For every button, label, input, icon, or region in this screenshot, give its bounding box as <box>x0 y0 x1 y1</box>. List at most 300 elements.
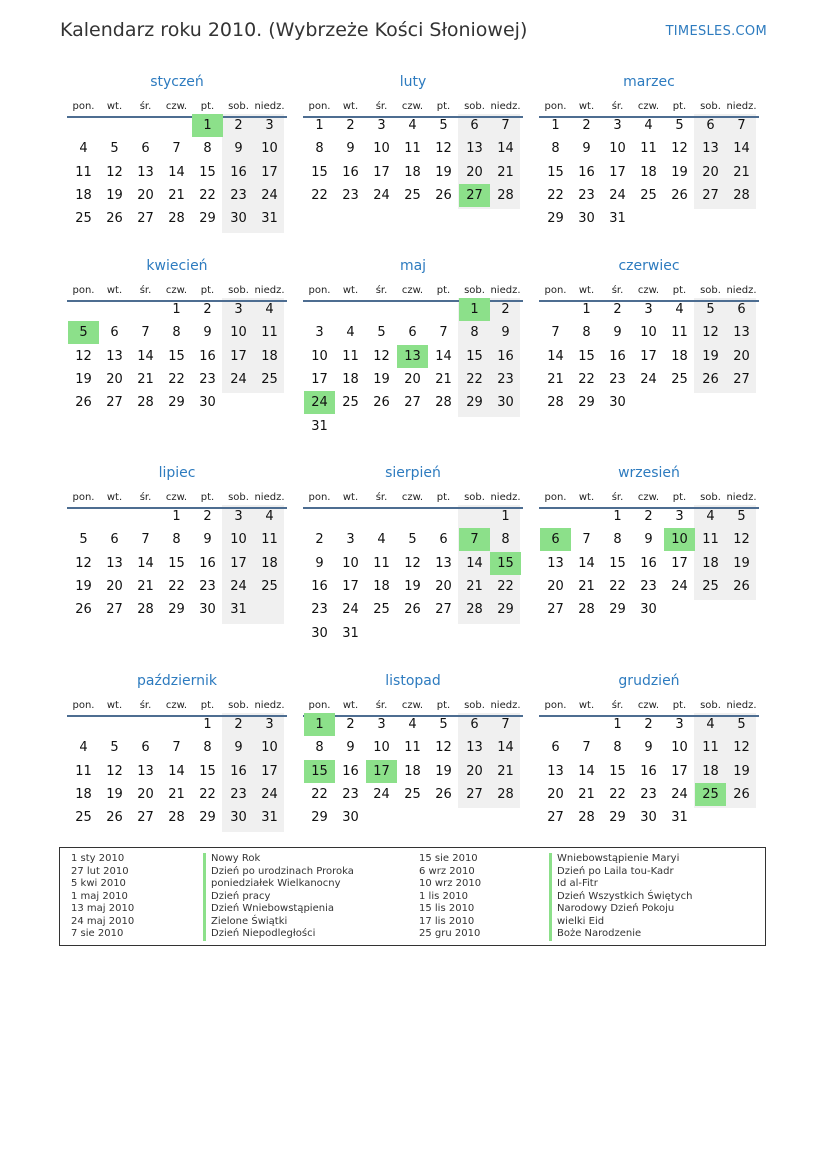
day-cell[interactable]: 21 <box>578 578 595 594</box>
day-cell[interactable]: 16 <box>342 164 359 180</box>
day-cell[interactable]: 22 <box>168 371 185 387</box>
day-cell[interactable]: 9 <box>315 555 324 571</box>
day-cell[interactable]: 23 <box>199 371 216 387</box>
day-cell[interactable]: 16 <box>199 348 216 364</box>
day-cell[interactable]: 2 <box>644 509 653 524</box>
holiday-day-cell[interactable]: 10 <box>664 528 695 551</box>
day-cell[interactable]: 28 <box>578 810 595 826</box>
day-cell[interactable]: 19 <box>435 164 452 180</box>
day-cell[interactable]: 12 <box>106 164 123 180</box>
day-cell[interactable]: 3 <box>675 509 684 524</box>
day-cell[interactable]: 27 <box>106 395 123 411</box>
day-cell[interactable]: 4 <box>408 717 417 732</box>
day-cell[interactable]: 26 <box>373 395 390 411</box>
day-cell[interactable]: 8 <box>470 325 479 341</box>
day-cell[interactable]: 22 <box>311 786 328 802</box>
day-cell[interactable]: 28 <box>578 602 595 618</box>
day-cell[interactable]: 4 <box>706 717 715 732</box>
day-cell[interactable]: 10 <box>342 555 359 571</box>
day-cell[interactable]: 22 <box>609 786 626 802</box>
day-cell[interactable]: 23 <box>342 786 359 802</box>
day-cell[interactable]: 14 <box>466 555 483 571</box>
day-cell[interactable]: 14 <box>168 763 185 779</box>
day-cell[interactable]: 20 <box>466 164 483 180</box>
day-cell[interactable]: 25 <box>75 211 92 227</box>
day-cell[interactable]: 3 <box>377 717 386 732</box>
day-cell[interactable]: 29 <box>609 810 626 826</box>
day-cell[interactable]: 13 <box>547 555 564 571</box>
day-cell[interactable]: 2 <box>346 717 355 732</box>
day-cell[interactable]: 19 <box>702 348 719 364</box>
day-cell[interactable]: 2 <box>203 509 212 524</box>
day-cell[interactable]: 22 <box>199 187 216 203</box>
day-cell[interactable]: 8 <box>613 740 622 756</box>
holiday-day-cell[interactable]: 15 <box>490 552 521 575</box>
brand-link[interactable]: TIMESLES.COM <box>665 24 767 39</box>
day-cell[interactable]: 17 <box>342 578 359 594</box>
day-cell[interactable]: 18 <box>671 348 688 364</box>
day-cell[interactable]: 9 <box>203 532 212 548</box>
day-cell[interactable]: 31 <box>261 810 278 826</box>
day-cell[interactable]: 24 <box>373 187 390 203</box>
day-cell[interactable]: 18 <box>342 371 359 387</box>
day-cell[interactable]: 21 <box>578 786 595 802</box>
day-cell[interactable]: 6 <box>141 141 150 157</box>
day-cell[interactable]: 25 <box>373 602 390 618</box>
day-cell[interactable]: 25 <box>404 786 421 802</box>
day-cell[interactable]: 19 <box>106 187 123 203</box>
day-cell[interactable]: 28 <box>168 211 185 227</box>
day-cell[interactable]: 26 <box>75 602 92 618</box>
day-cell[interactable]: 14 <box>497 141 514 157</box>
day-cell[interactable]: 18 <box>373 578 390 594</box>
day-cell[interactable]: 28 <box>137 602 154 618</box>
day-cell[interactable]: 12 <box>75 555 92 571</box>
day-cell[interactable]: 7 <box>501 118 510 133</box>
day-cell[interactable]: 27 <box>435 602 452 618</box>
day-cell[interactable]: 11 <box>75 763 92 779</box>
day-cell[interactable]: 21 <box>497 763 514 779</box>
holiday-day-cell[interactable]: 27 <box>459 184 490 207</box>
day-cell[interactable]: 25 <box>702 578 719 594</box>
day-cell[interactable]: 10 <box>230 532 247 548</box>
day-cell[interactable]: 27 <box>137 211 154 227</box>
day-cell[interactable]: 19 <box>733 763 750 779</box>
day-cell[interactable]: 16 <box>609 348 626 364</box>
day-cell[interactable]: 12 <box>435 740 452 756</box>
day-cell[interactable]: 7 <box>172 141 181 157</box>
day-cell[interactable]: 21 <box>137 578 154 594</box>
day-cell[interactable]: 13 <box>435 555 452 571</box>
day-cell[interactable]: 30 <box>230 810 247 826</box>
holiday-day-cell[interactable]: 25 <box>695 783 726 806</box>
day-cell[interactable]: 12 <box>671 141 688 157</box>
day-cell[interactable]: 20 <box>404 371 421 387</box>
day-cell[interactable]: 15 <box>168 348 185 364</box>
day-cell[interactable]: 9 <box>346 141 355 157</box>
day-cell[interactable]: 25 <box>261 371 278 387</box>
day-cell[interactable]: 20 <box>547 786 564 802</box>
day-cell[interactable]: 22 <box>578 371 595 387</box>
day-cell[interactable]: 15 <box>199 763 216 779</box>
day-cell[interactable]: 3 <box>346 532 355 548</box>
day-cell[interactable]: 12 <box>733 532 750 548</box>
day-cell[interactable]: 3 <box>234 509 243 524</box>
day-cell[interactable]: 16 <box>342 763 359 779</box>
day-cell[interactable]: 16 <box>640 763 657 779</box>
day-cell[interactable]: 12 <box>733 740 750 756</box>
day-cell[interactable]: 25 <box>75 810 92 826</box>
day-cell[interactable]: 11 <box>404 141 421 157</box>
day-cell[interactable]: 30 <box>640 810 657 826</box>
day-cell[interactable]: 27 <box>547 810 564 826</box>
day-cell[interactable]: 27 <box>733 371 750 387</box>
day-cell[interactable]: 17 <box>640 348 657 364</box>
day-cell[interactable]: 12 <box>435 141 452 157</box>
day-cell[interactable]: 17 <box>311 371 328 387</box>
day-cell[interactable]: 7 <box>737 118 746 133</box>
day-cell[interactable]: 25 <box>261 578 278 594</box>
day-cell[interactable]: 2 <box>613 302 622 317</box>
day-cell[interactable]: 14 <box>733 141 750 157</box>
day-cell[interactable]: 18 <box>404 164 421 180</box>
day-cell[interactable]: 11 <box>75 164 92 180</box>
day-cell[interactable]: 23 <box>230 786 247 802</box>
day-cell[interactable]: 29 <box>466 395 483 411</box>
day-cell[interactable]: 25 <box>671 371 688 387</box>
day-cell[interactable]: 16 <box>230 763 247 779</box>
day-cell[interactable]: 18 <box>702 763 719 779</box>
day-cell[interactable]: 22 <box>466 371 483 387</box>
day-cell[interactable]: 31 <box>609 211 626 227</box>
day-cell[interactable]: 3 <box>265 717 274 732</box>
day-cell[interactable]: 14 <box>547 348 564 364</box>
day-cell[interactable]: 8 <box>582 325 591 341</box>
day-cell[interactable]: 24 <box>261 187 278 203</box>
day-cell[interactable]: 2 <box>501 302 510 317</box>
day-cell[interactable]: 10 <box>261 141 278 157</box>
day-cell[interactable]: 8 <box>613 532 622 548</box>
day-cell[interactable]: 4 <box>265 302 274 317</box>
day-cell[interactable]: 11 <box>702 740 719 756</box>
day-cell[interactable]: 5 <box>439 118 448 133</box>
day-cell[interactable]: 17 <box>230 348 247 364</box>
holiday-day-cell[interactable]: 15 <box>304 760 335 783</box>
day-cell[interactable]: 20 <box>733 348 750 364</box>
day-cell[interactable]: 3 <box>613 118 622 133</box>
day-cell[interactable]: 15 <box>547 164 564 180</box>
day-cell[interactable]: 21 <box>466 578 483 594</box>
day-cell[interactable]: 2 <box>582 118 591 133</box>
day-cell[interactable]: 26 <box>435 187 452 203</box>
day-cell[interactable]: 12 <box>404 555 421 571</box>
day-cell[interactable]: 20 <box>106 578 123 594</box>
day-cell[interactable]: 7 <box>551 325 560 341</box>
day-cell[interactable]: 16 <box>497 348 514 364</box>
day-cell[interactable]: 23 <box>640 786 657 802</box>
day-cell[interactable]: 2 <box>234 717 243 732</box>
day-cell[interactable]: 24 <box>671 786 688 802</box>
day-cell[interactable]: 27 <box>702 187 719 203</box>
day-cell[interactable]: 25 <box>640 187 657 203</box>
holiday-day-cell[interactable]: 5 <box>68 321 99 344</box>
day-cell[interactable]: 7 <box>582 740 591 756</box>
day-cell[interactable]: 11 <box>373 555 390 571</box>
day-cell[interactable]: 1 <box>582 302 591 317</box>
day-cell[interactable]: 31 <box>671 810 688 826</box>
day-cell[interactable]: 29 <box>497 602 514 618</box>
day-cell[interactable]: 6 <box>408 325 417 341</box>
day-cell[interactable]: 5 <box>737 717 746 732</box>
day-cell[interactable]: 26 <box>435 786 452 802</box>
day-cell[interactable]: 24 <box>640 371 657 387</box>
day-cell[interactable]: 1 <box>613 509 622 524</box>
day-cell[interactable]: 22 <box>547 187 564 203</box>
day-cell[interactable]: 28 <box>497 786 514 802</box>
day-cell[interactable]: 18 <box>404 763 421 779</box>
day-cell[interactable]: 22 <box>168 578 185 594</box>
day-cell[interactable]: 7 <box>141 532 150 548</box>
day-cell[interactable]: 27 <box>106 602 123 618</box>
day-cell[interactable]: 4 <box>79 740 88 756</box>
day-cell[interactable]: 10 <box>373 740 390 756</box>
day-cell[interactable]: 17 <box>373 164 390 180</box>
day-cell[interactable]: 23 <box>609 371 626 387</box>
day-cell[interactable]: 10 <box>230 325 247 341</box>
day-cell[interactable]: 29 <box>199 211 216 227</box>
day-cell[interactable]: 1 <box>203 717 212 732</box>
day-cell[interactable]: 6 <box>470 118 479 133</box>
day-cell[interactable]: 9 <box>234 740 243 756</box>
day-cell[interactable]: 21 <box>168 786 185 802</box>
day-cell[interactable]: 24 <box>342 602 359 618</box>
day-cell[interactable]: 6 <box>141 740 150 756</box>
day-cell[interactable]: 12 <box>373 348 390 364</box>
day-cell[interactable]: 10 <box>373 141 390 157</box>
day-cell[interactable]: 25 <box>342 395 359 411</box>
day-cell[interactable]: 26 <box>671 187 688 203</box>
day-cell[interactable]: 2 <box>644 717 653 732</box>
day-cell[interactable]: 13 <box>702 141 719 157</box>
day-cell[interactable]: 20 <box>547 578 564 594</box>
day-cell[interactable]: 9 <box>234 141 243 157</box>
day-cell[interactable]: 11 <box>404 740 421 756</box>
day-cell[interactable]: 5 <box>79 532 88 548</box>
day-cell[interactable]: 13 <box>106 555 123 571</box>
day-cell[interactable]: 14 <box>578 763 595 779</box>
day-cell[interactable]: 13 <box>106 348 123 364</box>
day-cell[interactable]: 8 <box>203 141 212 157</box>
day-cell[interactable]: 3 <box>234 302 243 317</box>
day-cell[interactable]: 10 <box>640 325 657 341</box>
day-cell[interactable]: 3 <box>644 302 653 317</box>
day-cell[interactable]: 11 <box>671 325 688 341</box>
day-cell[interactable]: 14 <box>435 348 452 364</box>
day-cell[interactable]: 31 <box>230 602 247 618</box>
day-cell[interactable]: 29 <box>547 211 564 227</box>
day-cell[interactable]: 9 <box>613 325 622 341</box>
holiday-day-cell[interactable]: 13 <box>397 345 428 368</box>
day-cell[interactable]: 13 <box>137 164 154 180</box>
holiday-day-cell[interactable]: 17 <box>366 760 397 783</box>
day-cell[interactable]: 8 <box>172 325 181 341</box>
day-cell[interactable]: 3 <box>315 325 324 341</box>
day-cell[interactable]: 24 <box>230 371 247 387</box>
holiday-day-cell[interactable]: 24 <box>304 391 335 414</box>
day-cell[interactable]: 23 <box>497 371 514 387</box>
day-cell[interactable]: 5 <box>439 717 448 732</box>
day-cell[interactable]: 8 <box>551 141 560 157</box>
day-cell[interactable]: 19 <box>373 371 390 387</box>
day-cell[interactable]: 10 <box>671 740 688 756</box>
day-cell[interactable]: 6 <box>110 325 119 341</box>
day-cell[interactable]: 13 <box>733 325 750 341</box>
day-cell[interactable]: 7 <box>582 532 591 548</box>
day-cell[interactable]: 9 <box>582 141 591 157</box>
day-cell[interactable]: 1 <box>501 509 510 524</box>
day-cell[interactable]: 2 <box>346 118 355 133</box>
day-cell[interactable]: 16 <box>640 555 657 571</box>
day-cell[interactable]: 13 <box>137 763 154 779</box>
day-cell[interactable]: 15 <box>199 164 216 180</box>
day-cell[interactable]: 20 <box>106 371 123 387</box>
day-cell[interactable]: 4 <box>265 509 274 524</box>
day-cell[interactable]: 18 <box>261 348 278 364</box>
day-cell[interactable]: 19 <box>75 578 92 594</box>
day-cell[interactable]: 21 <box>137 371 154 387</box>
day-cell[interactable]: 1 <box>315 118 324 133</box>
day-cell[interactable]: 18 <box>640 164 657 180</box>
day-cell[interactable]: 11 <box>261 325 278 341</box>
day-cell[interactable]: 4 <box>644 118 653 133</box>
day-cell[interactable]: 5 <box>408 532 417 548</box>
day-cell[interactable]: 16 <box>230 164 247 180</box>
day-cell[interactable]: 19 <box>733 555 750 571</box>
day-cell[interactable]: 20 <box>466 763 483 779</box>
day-cell[interactable]: 18 <box>702 555 719 571</box>
day-cell[interactable]: 30 <box>497 395 514 411</box>
day-cell[interactable]: 28 <box>733 187 750 203</box>
day-cell[interactable]: 28 <box>168 810 185 826</box>
day-cell[interactable]: 2 <box>234 118 243 133</box>
day-cell[interactable]: 30 <box>342 810 359 826</box>
day-cell[interactable]: 12 <box>75 348 92 364</box>
day-cell[interactable]: 29 <box>311 810 328 826</box>
day-cell[interactable]: 7 <box>141 325 150 341</box>
day-cell[interactable]: 1 <box>551 118 560 133</box>
day-cell[interactable]: 31 <box>311 418 328 434</box>
day-cell[interactable]: 3 <box>265 118 274 133</box>
day-cell[interactable]: 11 <box>261 532 278 548</box>
day-cell[interactable]: 27 <box>466 786 483 802</box>
day-cell[interactable]: 18 <box>75 786 92 802</box>
day-cell[interactable]: 3 <box>675 717 684 732</box>
day-cell[interactable]: 5 <box>675 118 684 133</box>
day-cell[interactable]: 16 <box>311 578 328 594</box>
day-cell[interactable]: 22 <box>497 578 514 594</box>
day-cell[interactable]: 4 <box>346 325 355 341</box>
day-cell[interactable]: 4 <box>79 141 88 157</box>
day-cell[interactable]: 6 <box>470 717 479 732</box>
day-cell[interactable]: 20 <box>435 578 452 594</box>
day-cell[interactable]: 6 <box>110 532 119 548</box>
day-cell[interactable]: 17 <box>609 164 626 180</box>
day-cell[interactable]: 16 <box>199 555 216 571</box>
day-cell[interactable]: 8 <box>172 532 181 548</box>
day-cell[interactable]: 9 <box>346 740 355 756</box>
day-cell[interactable]: 15 <box>168 555 185 571</box>
day-cell[interactable]: 29 <box>578 395 595 411</box>
day-cell[interactable]: 9 <box>644 532 653 548</box>
day-cell[interactable]: 14 <box>137 348 154 364</box>
day-cell[interactable]: 14 <box>137 555 154 571</box>
day-cell[interactable]: 29 <box>199 810 216 826</box>
day-cell[interactable]: 6 <box>706 118 715 133</box>
day-cell[interactable]: 4 <box>675 302 684 317</box>
day-cell[interactable]: 13 <box>466 141 483 157</box>
holiday-day-cell[interactable]: 1 <box>192 114 223 137</box>
day-cell[interactable]: 29 <box>609 602 626 618</box>
day-cell[interactable]: 27 <box>547 602 564 618</box>
day-cell[interactable]: 5 <box>110 740 119 756</box>
day-cell[interactable]: 4 <box>408 118 417 133</box>
holiday-day-cell[interactable]: 1 <box>304 713 335 736</box>
day-cell[interactable]: 24 <box>230 578 247 594</box>
day-cell[interactable]: 30 <box>199 395 216 411</box>
day-cell[interactable]: 8 <box>315 740 324 756</box>
day-cell[interactable]: 30 <box>199 602 216 618</box>
day-cell[interactable]: 19 <box>106 786 123 802</box>
day-cell[interactable]: 12 <box>702 325 719 341</box>
day-cell[interactable]: 9 <box>644 740 653 756</box>
day-cell[interactable]: 15 <box>609 763 626 779</box>
day-cell[interactable]: 19 <box>435 763 452 779</box>
day-cell[interactable]: 16 <box>578 164 595 180</box>
day-cell[interactable]: 24 <box>261 786 278 802</box>
day-cell[interactable]: 12 <box>106 763 123 779</box>
day-cell[interactable]: 9 <box>203 325 212 341</box>
day-cell[interactable]: 5 <box>706 302 715 317</box>
day-cell[interactable]: 6 <box>439 532 448 548</box>
day-cell[interactable]: 23 <box>199 578 216 594</box>
holiday-day-cell[interactable]: 7 <box>459 528 490 551</box>
day-cell[interactable]: 15 <box>609 555 626 571</box>
day-cell[interactable]: 10 <box>261 740 278 756</box>
day-cell[interactable]: 20 <box>702 164 719 180</box>
day-cell[interactable]: 8 <box>315 141 324 157</box>
day-cell[interactable]: 26 <box>702 371 719 387</box>
day-cell[interactable]: 10 <box>609 141 626 157</box>
day-cell[interactable]: 2 <box>315 532 324 548</box>
day-cell[interactable]: 22 <box>609 578 626 594</box>
day-cell[interactable]: 26 <box>733 786 750 802</box>
day-cell[interactable]: 1 <box>172 302 181 317</box>
day-cell[interactable]: 20 <box>137 786 154 802</box>
day-cell[interactable]: 17 <box>261 763 278 779</box>
day-cell[interactable]: 29 <box>168 602 185 618</box>
day-cell[interactable]: 13 <box>466 740 483 756</box>
day-cell[interactable]: 24 <box>609 187 626 203</box>
day-cell[interactable]: 8 <box>501 532 510 548</box>
holiday-day-cell[interactable]: 6 <box>540 528 571 551</box>
holiday-day-cell[interactable]: 1 <box>459 298 490 321</box>
day-cell[interactable]: 18 <box>75 187 92 203</box>
day-cell[interactable]: 30 <box>640 602 657 618</box>
day-cell[interactable]: 18 <box>261 555 278 571</box>
day-cell[interactable]: 6 <box>737 302 746 317</box>
day-cell[interactable]: 7 <box>439 325 448 341</box>
day-cell[interactable]: 26 <box>106 211 123 227</box>
